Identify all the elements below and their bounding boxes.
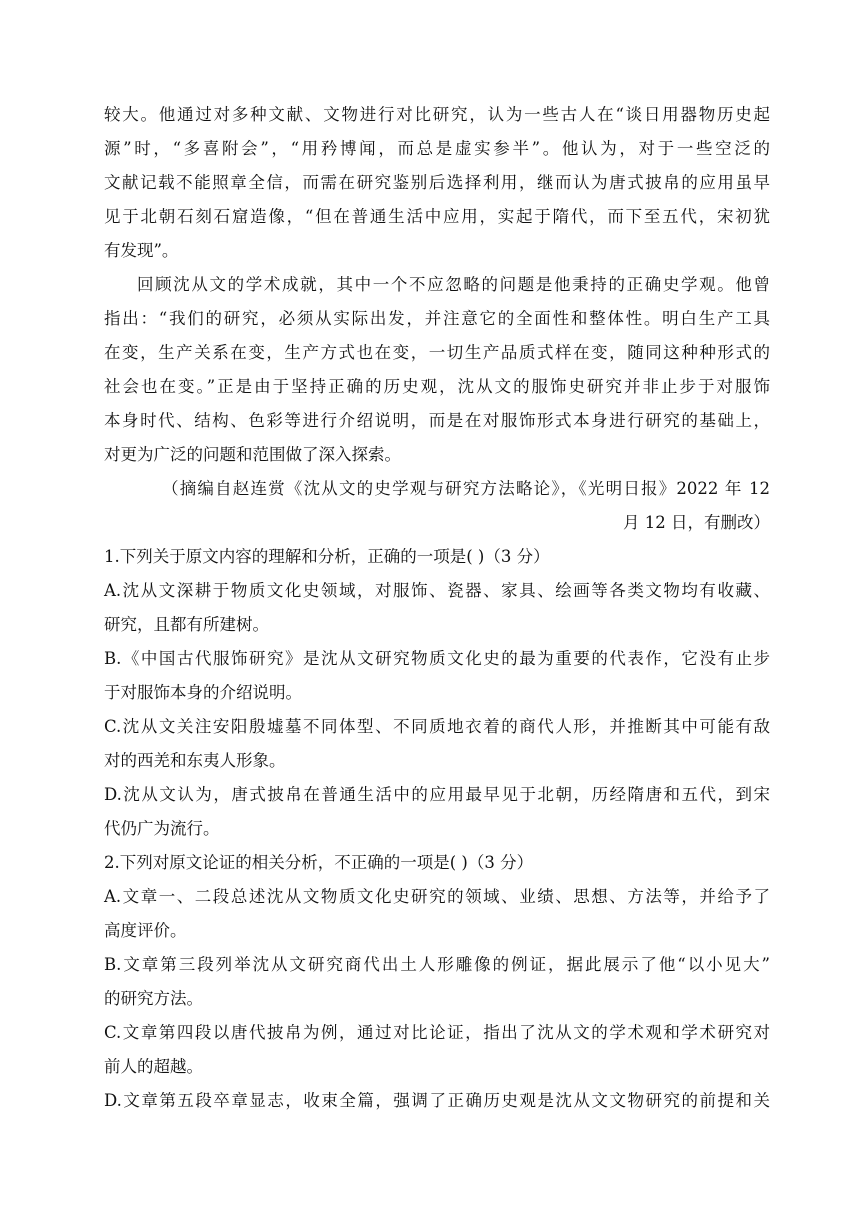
question-1-option-a: A.沈从文深耕于物质文化史领域，对服饰、瓷器、家具、绘画等各类文物均有收藏、 [104, 581, 770, 600]
article-line: 社会也在变。”正是由于坚持正确的历史观，沈从文的服饰史研究并非止步于对服饰 [104, 377, 770, 396]
question-2-option-c: 前人的超越。 [104, 1057, 203, 1076]
article-line: 有发现”。 [104, 241, 179, 260]
source-citation: （摘编自赵连赏《沈从文的史学观与研究方法略论》，《光明日报》2022 年 12 [162, 479, 770, 498]
question-2-option-d: D.文章第五段卒章显志，收束全篇，强调了正确历史观是沈从文文物研究的前提和关 [104, 1091, 770, 1110]
article-line: 在变，生产关系在变，生产方式也在变，一切生产品质式样在变，随同这种种形式的 [104, 343, 770, 362]
question-1-stem: 1.下列关于原文内容的理解和分析，正确的一项是( )（3 分） [104, 547, 550, 566]
question-1-option-c: 对的西羌和东夷人形象。 [104, 751, 286, 770]
article-line: 对更为广泛的问题和范围做了深入探索。 [104, 445, 401, 464]
question-1-option-b: B.《中国古代服饰研究》是沈从文研究物质文化史的最为重要的代表作，它没有止步 [104, 649, 770, 668]
article-line: 回顾沈从文的学术成就，其中一个不应忽略的问题是他秉持的正确史学观。他曾 [137, 275, 770, 294]
article-line: 源”时，“多喜附会”，“用矜博闻，而总是虚实参半”。他认为，对于一些空泛的 [104, 139, 770, 158]
source-citation: 月 12 日，有删改） [623, 513, 770, 532]
question-1-option-d: D.沈从文认为，唐式披帛在普通生活中的应用最早见于北朝，历经隋唐和五代，到宋 [104, 785, 770, 804]
article-line: 文献记载不能照章全信，而需在研究鉴别后选择利用，继而认为唐式披帛的应用虽早 [104, 173, 770, 192]
question-1-option-a: 研究，且都有所建树。 [104, 615, 269, 634]
question-2-option-a: A.文章一、二段总述沈从文物质文化史研究的领域、业绩、思想、方法等，并给予了 [104, 887, 770, 906]
article-line: 较大。他通过对多种文献、文物进行对比研究，认为一些古人在“谈日用器物历史起 [104, 105, 770, 124]
question-2-option-c: C.文章第四段以唐代披帛为例，通过对比论证，指出了沈从文的学术观和学术研究对 [104, 1023, 770, 1042]
question-1-option-d: 代仍广为流行。 [104, 819, 220, 838]
question-1-option-c: C.沈从文关注安阳殷墟墓不同体型、不同质地衣着的商代人形，并推断其中可能有敌 [104, 717, 770, 736]
question-2-option-a: 高度评价。 [104, 921, 187, 940]
question-1-option-b: 于对服饰本身的介绍说明。 [104, 683, 302, 702]
article-line: 本身时代、结构、色彩等进行介绍说明，而是在对服饰形式本身进行研究的基础上， [104, 411, 770, 430]
question-2-stem: 2.下列对原文论证的相关分析，不正确的一项是( )（3 分） [104, 853, 534, 872]
question-2-option-b: 的研究方法。 [104, 989, 203, 1008]
article-line: 见于北朝石刻石窟造像，“但在普通生活中应用，实起于隋代，而下至五代，宋初犹 [104, 207, 770, 226]
question-2-option-b: B.文章第三段列举沈从文研究商代出土人形雕像的例证，据此展示了他“以小见大” [104, 955, 770, 974]
article-line: 指出：“我们的研究，必须从实际出发，并注意它的全面性和整体性。明白生产工具 [104, 309, 770, 328]
